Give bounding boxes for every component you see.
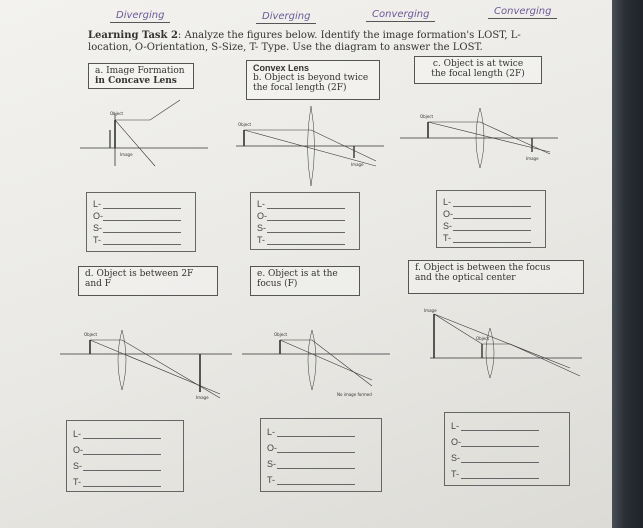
caption-c: c. Object is at twice the focal length (2F): [414, 56, 542, 84]
answer-box-e: L- O- S- T-: [260, 418, 382, 492]
svg-text:Image: Image: [196, 395, 209, 400]
answer-box-a: L- O- S- T-: [86, 192, 196, 252]
svg-text:Object: Object: [274, 332, 288, 337]
caption-b: Convex Lens b. Object is beyond twice the focal length (2F): [246, 60, 380, 100]
svg-text:Object: Object: [238, 122, 252, 127]
handwritten-header-2: Diverging: [262, 11, 310, 22]
answer-box-f: L- O- S- T-: [444, 412, 570, 486]
diagram-b-beyond-2f: [236, 106, 386, 186]
svg-text:No image formed: No image formed: [337, 392, 372, 397]
caption-a: a. Image Formation in Concave Lens: [88, 63, 194, 89]
svg-text:Object: Object: [110, 111, 124, 116]
caption-e: e. Object is at the focus (F): [250, 266, 360, 296]
diagram-a-concave-lens: [80, 108, 210, 168]
handwritten-header-1: Diverging: [116, 10, 164, 21]
background-surface: [612, 0, 643, 528]
answer-box-c: L- O- S- T-: [436, 190, 546, 248]
svg-text:Image: Image: [351, 162, 364, 167]
svg-text:Object: Object: [84, 332, 98, 337]
caption-d: d. Object is between 2F and F: [78, 266, 218, 296]
handwritten-header-4: Converging: [494, 6, 551, 17]
svg-text:Object: Object: [476, 336, 490, 341]
task-title: Learning Task 2: [88, 30, 178, 41]
diagram-f-between-focus-center: [420, 308, 585, 378]
handwritten-header-3: Converging: [372, 9, 429, 20]
answer-box-d: L- O- S- T-: [66, 420, 184, 492]
svg-text:Image: Image: [424, 308, 437, 313]
caption-f: f. Object is between the focus and the optical center: [408, 260, 584, 294]
svg-text:Object: Object: [420, 114, 434, 119]
task-instructions: [88, 30, 558, 54]
svg-text:Image: Image: [120, 152, 133, 157]
task-text: : Analyze the figures below. Identify the image formation's LOST, L-location, O-Orientation, S-Size, T- Type. Use the diagram to answer the LOST.: [88, 30, 521, 53]
diagram-d-between-2f-f: [60, 330, 235, 400]
diagram-c-at-2f: [400, 108, 560, 168]
answer-box-b: L- O- S- T-: [250, 192, 360, 250]
diagram-e-at-focus: [242, 330, 392, 400]
svg-text:Image: Image: [526, 156, 539, 161]
